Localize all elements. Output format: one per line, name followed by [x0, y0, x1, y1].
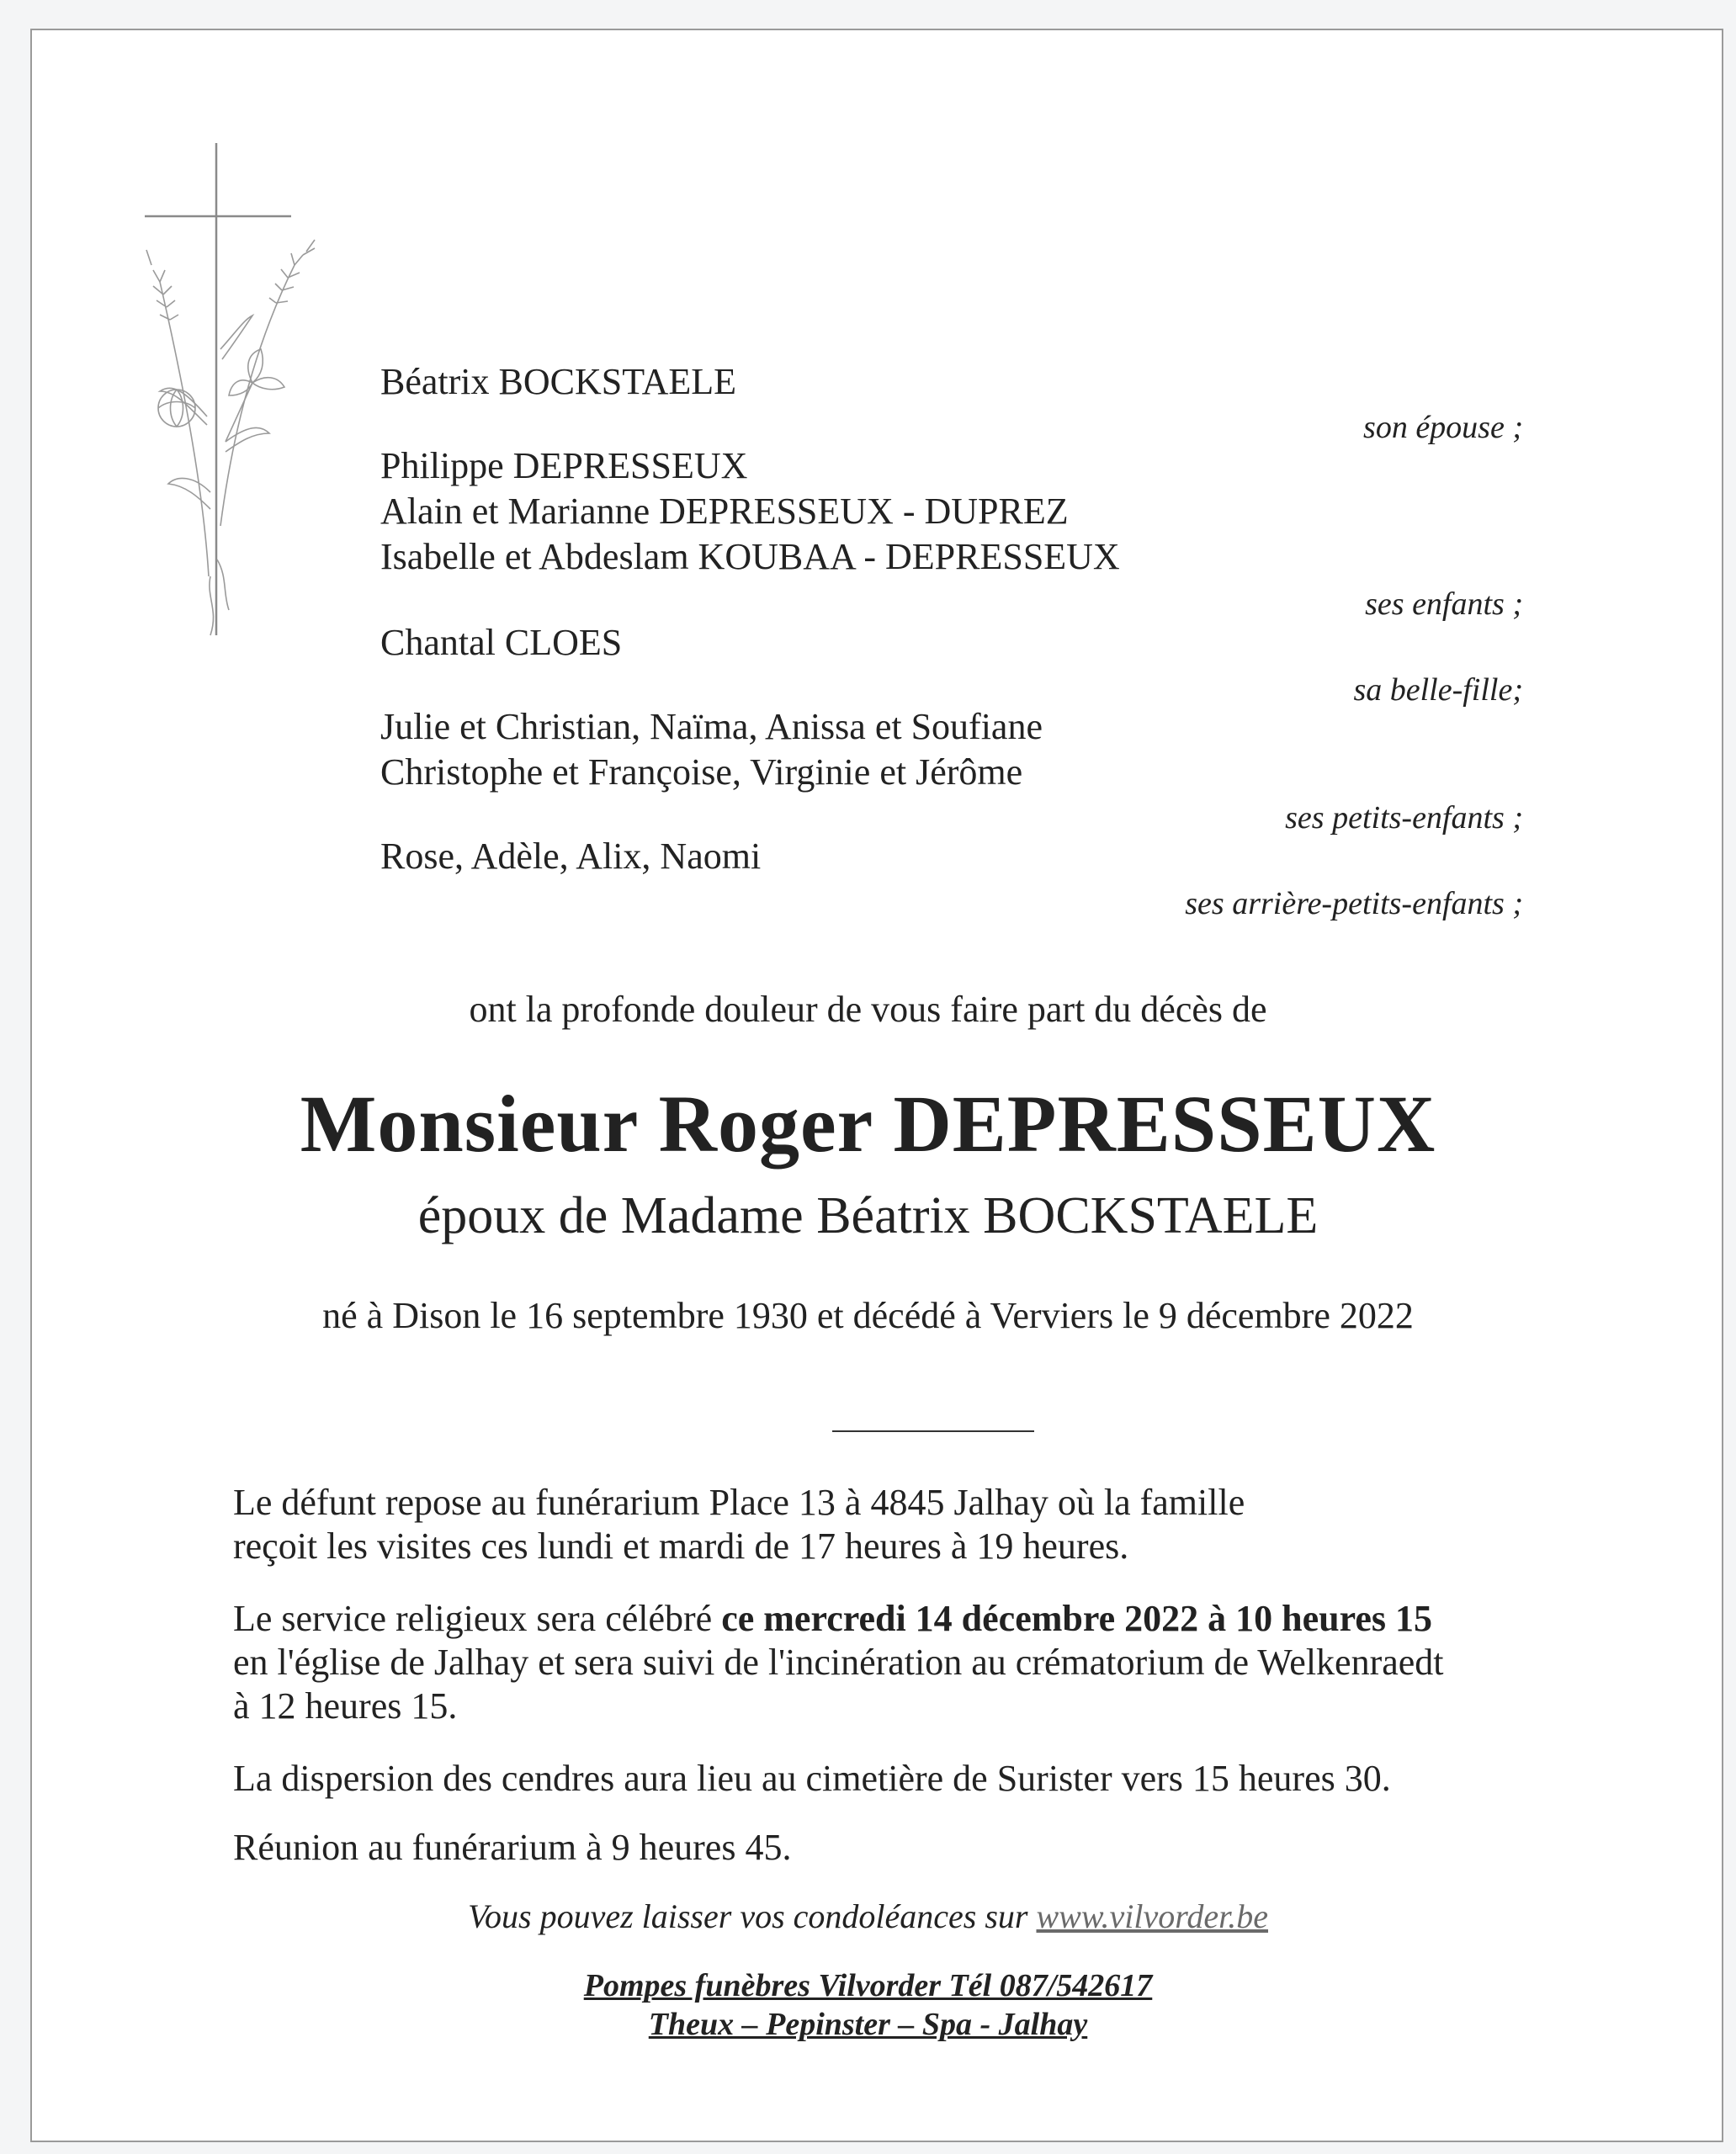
- family-name: Isabelle et Abdeslam KOUBAA - DEPRESSEUX: [380, 536, 1120, 577]
- family-relation: son épouse ;: [1363, 410, 1523, 445]
- reunion-line: Réunion au funérarium à 9 heures 45.: [233, 1827, 792, 1868]
- family-relation: ses arrière-petits-enfants ;: [1185, 886, 1523, 921]
- family-relation: sa belle-fille;: [1353, 672, 1523, 708]
- funeral-home-locations: Theux – Pepinster – Spa - Jalhay: [648, 2007, 1088, 2042]
- deceased-dates: né à Dison le 16 septembre 1930 et décédé à Verviers le 9 décembre 2022: [322, 1295, 1414, 1336]
- family-name: Rose, Adèle, Alix, Naomi: [380, 836, 762, 877]
- family-name: Chantal CLOES: [380, 622, 623, 663]
- deceased-name: Monsieur Roger DEPRESSEUX: [300, 1079, 1436, 1169]
- family-name: Philippe DEPRESSEUX: [380, 445, 748, 486]
- condolences-link[interactable]: www.vilvorder.be: [1036, 1897, 1268, 1935]
- funeral-home-line: Pompes funèbres Vilvorder Tél 087/542617: [583, 1968, 1153, 2003]
- family-name: Christophe et Françoise, Virginie et Jérôme: [380, 751, 1023, 793]
- service-line: à 12 heures 15.: [233, 1685, 458, 1727]
- service-datetime: ce mercredi 14 décembre 2022 à 10 heures 15: [721, 1598, 1432, 1639]
- cross-with-wheat-and-flowers-icon: [126, 139, 328, 644]
- visit-line: Le défunt repose au funérarium Place 13 à 4845 Jalhay où la famille: [233, 1482, 1245, 1523]
- family-name: Béatrix BOCKSTAELE: [380, 361, 736, 402]
- separator-line: [832, 1430, 1034, 1432]
- service-intro: Le service religieux sera célébré: [233, 1598, 722, 1639]
- dispersion-line: La dispersion des cendres aura lieu au cimetière de Surister vers 15 heures 30.: [233, 1758, 1391, 1799]
- condolences-text: Vous pouvez laisser vos condoléances sur: [468, 1897, 1037, 1935]
- visit-line: reçoit les visites ces lundi et mardi de 17 heures à 19 heures.: [233, 1525, 1129, 1567]
- announcement-text: ont la profonde douleur de vous faire part du décès de: [469, 989, 1267, 1030]
- family-relation: ses petits-enfants ;: [1285, 800, 1523, 836]
- service-line: en l'église de Jalhay et sera suivi de l'incinération au crématorium de Welkenraedt: [233, 1642, 1444, 1683]
- condolences-line: [0, 1897, 1736, 1936]
- family-relation: ses enfants ;: [1365, 586, 1523, 622]
- deceased-spouse: époux de Madame Béatrix BOCKSTAELE: [417, 1187, 1319, 1244]
- family-name: Alain et Marianne DEPRESSEUX - DUPREZ: [380, 491, 1069, 532]
- service-line: [233, 1597, 1432, 1641]
- family-name: Julie et Christian, Naïma, Anissa et Soufiane: [380, 706, 1043, 747]
